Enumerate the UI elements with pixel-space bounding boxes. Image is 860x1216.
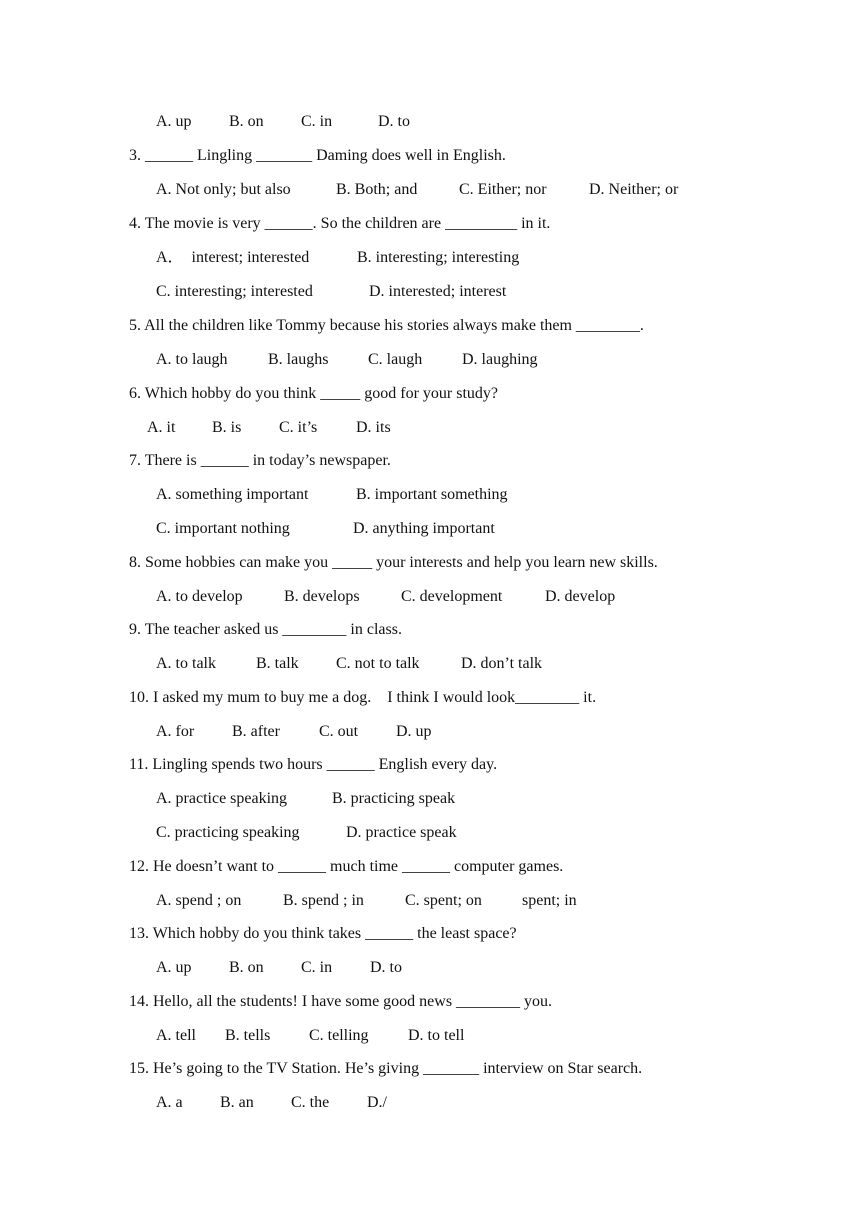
option-a: A. something important	[156, 486, 309, 503]
option-d: D. don’t talk	[461, 655, 543, 672]
option-a: A． interest; interested	[156, 249, 310, 266]
question-4: 4. The movie is very ______. So the children are _________ in it.	[129, 215, 551, 232]
option-d: D. laughing	[462, 351, 538, 368]
option-d: D. to	[378, 113, 410, 130]
option-b: B. an	[220, 1094, 254, 1111]
question-12: 12. He doesn’t want to ______ much time ______ computer games.	[129, 858, 564, 875]
option-c: C. Either; nor	[459, 181, 547, 198]
option-c: C. laugh	[368, 351, 423, 368]
question-7: 7. There is ______ in today’s newspaper.	[129, 452, 391, 469]
question-3: 3. ______ Lingling _______ Daming does well in English.	[129, 147, 506, 164]
option-d: D. interested; interest	[369, 283, 507, 300]
option-c: C. spent; on	[405, 892, 482, 909]
option-c: C. not to talk	[336, 655, 420, 672]
option-a: A. to talk	[156, 655, 216, 672]
option-a: A. to laugh	[156, 351, 228, 368]
option-a: A. for	[156, 723, 195, 740]
option-b: B. on	[229, 113, 264, 130]
option-b: B. after	[232, 723, 280, 740]
option-d: D. develop	[545, 588, 616, 605]
option-c: C. it’s	[279, 419, 318, 436]
option-a: A. practice speaking	[156, 790, 288, 807]
option-b: B. important something	[356, 486, 508, 503]
question-13: 13. Which hobby do you think takes ______ the least space?	[129, 925, 517, 942]
question-6: 6. Which hobby do you think _____ good for your study?	[129, 385, 499, 402]
option-a: A. up	[156, 959, 192, 976]
option-b: B. tells	[225, 1027, 271, 1044]
option-c: C. development	[401, 588, 503, 605]
question-9: 9. The teacher asked us ________ in class.	[129, 621, 402, 638]
option-b: B. develops	[284, 588, 360, 605]
option-d: D. up	[396, 723, 432, 740]
option-a: A. tell	[156, 1027, 196, 1044]
option-c: C. telling	[309, 1027, 369, 1044]
option-a: A. to develop	[156, 588, 243, 605]
option-b: B. on	[229, 959, 264, 976]
option-c: C. the	[291, 1094, 330, 1111]
option-b: B. practicing speak	[332, 790, 456, 807]
option-d: D./	[367, 1094, 387, 1111]
option-d: spent; in	[522, 892, 577, 909]
question-8: 8. Some hobbies can make you _____ your interests and help you learn new skills.	[129, 554, 658, 571]
option-a: A. it	[147, 419, 176, 436]
option-d: D. anything important	[353, 520, 495, 537]
option-row	[156, 1093, 387, 1213]
option-b: B. interesting; interesting	[357, 249, 520, 266]
option-c: C. out	[319, 723, 359, 740]
option-c: C. interesting; interested	[156, 283, 313, 300]
question-11: 11. Lingling spends two hours ______ English every day.	[129, 756, 498, 773]
option-b: B. is	[212, 419, 242, 436]
option-c: C. in	[301, 113, 333, 130]
option-a: A. Not only; but also	[156, 181, 291, 198]
option-c: C. practicing speaking	[156, 824, 300, 841]
question-15: 15. He’s going to the TV Station. He’s giving _______ interview on Star search.	[129, 1060, 643, 1077]
option-a: A. up	[156, 113, 192, 130]
option-a: A. spend ; on	[156, 892, 242, 909]
question-10: 10. I asked my mum to buy me a dog. I think I would look________ it.	[129, 689, 597, 706]
question-5: 5. All the children like Tommy because his stories always make them ________.	[129, 317, 644, 334]
option-c: C. important nothing	[156, 520, 290, 537]
option-d: D. Neither; or	[589, 181, 679, 198]
option-d: D. practice speak	[346, 824, 457, 841]
option-c: C. in	[301, 959, 333, 976]
option-b: B. laughs	[268, 351, 329, 368]
option-d: D. to	[370, 959, 402, 976]
option-d: D. its	[356, 419, 391, 436]
option-d: D. to tell	[408, 1027, 465, 1044]
option-b: B. spend ; in	[283, 892, 364, 909]
option-b: B. Both; and	[336, 181, 418, 198]
option-a: A. a	[156, 1094, 183, 1111]
question-14: 14. Hello, all the students! I have some good news ________ you.	[129, 993, 553, 1010]
option-b: B. talk	[256, 655, 299, 672]
